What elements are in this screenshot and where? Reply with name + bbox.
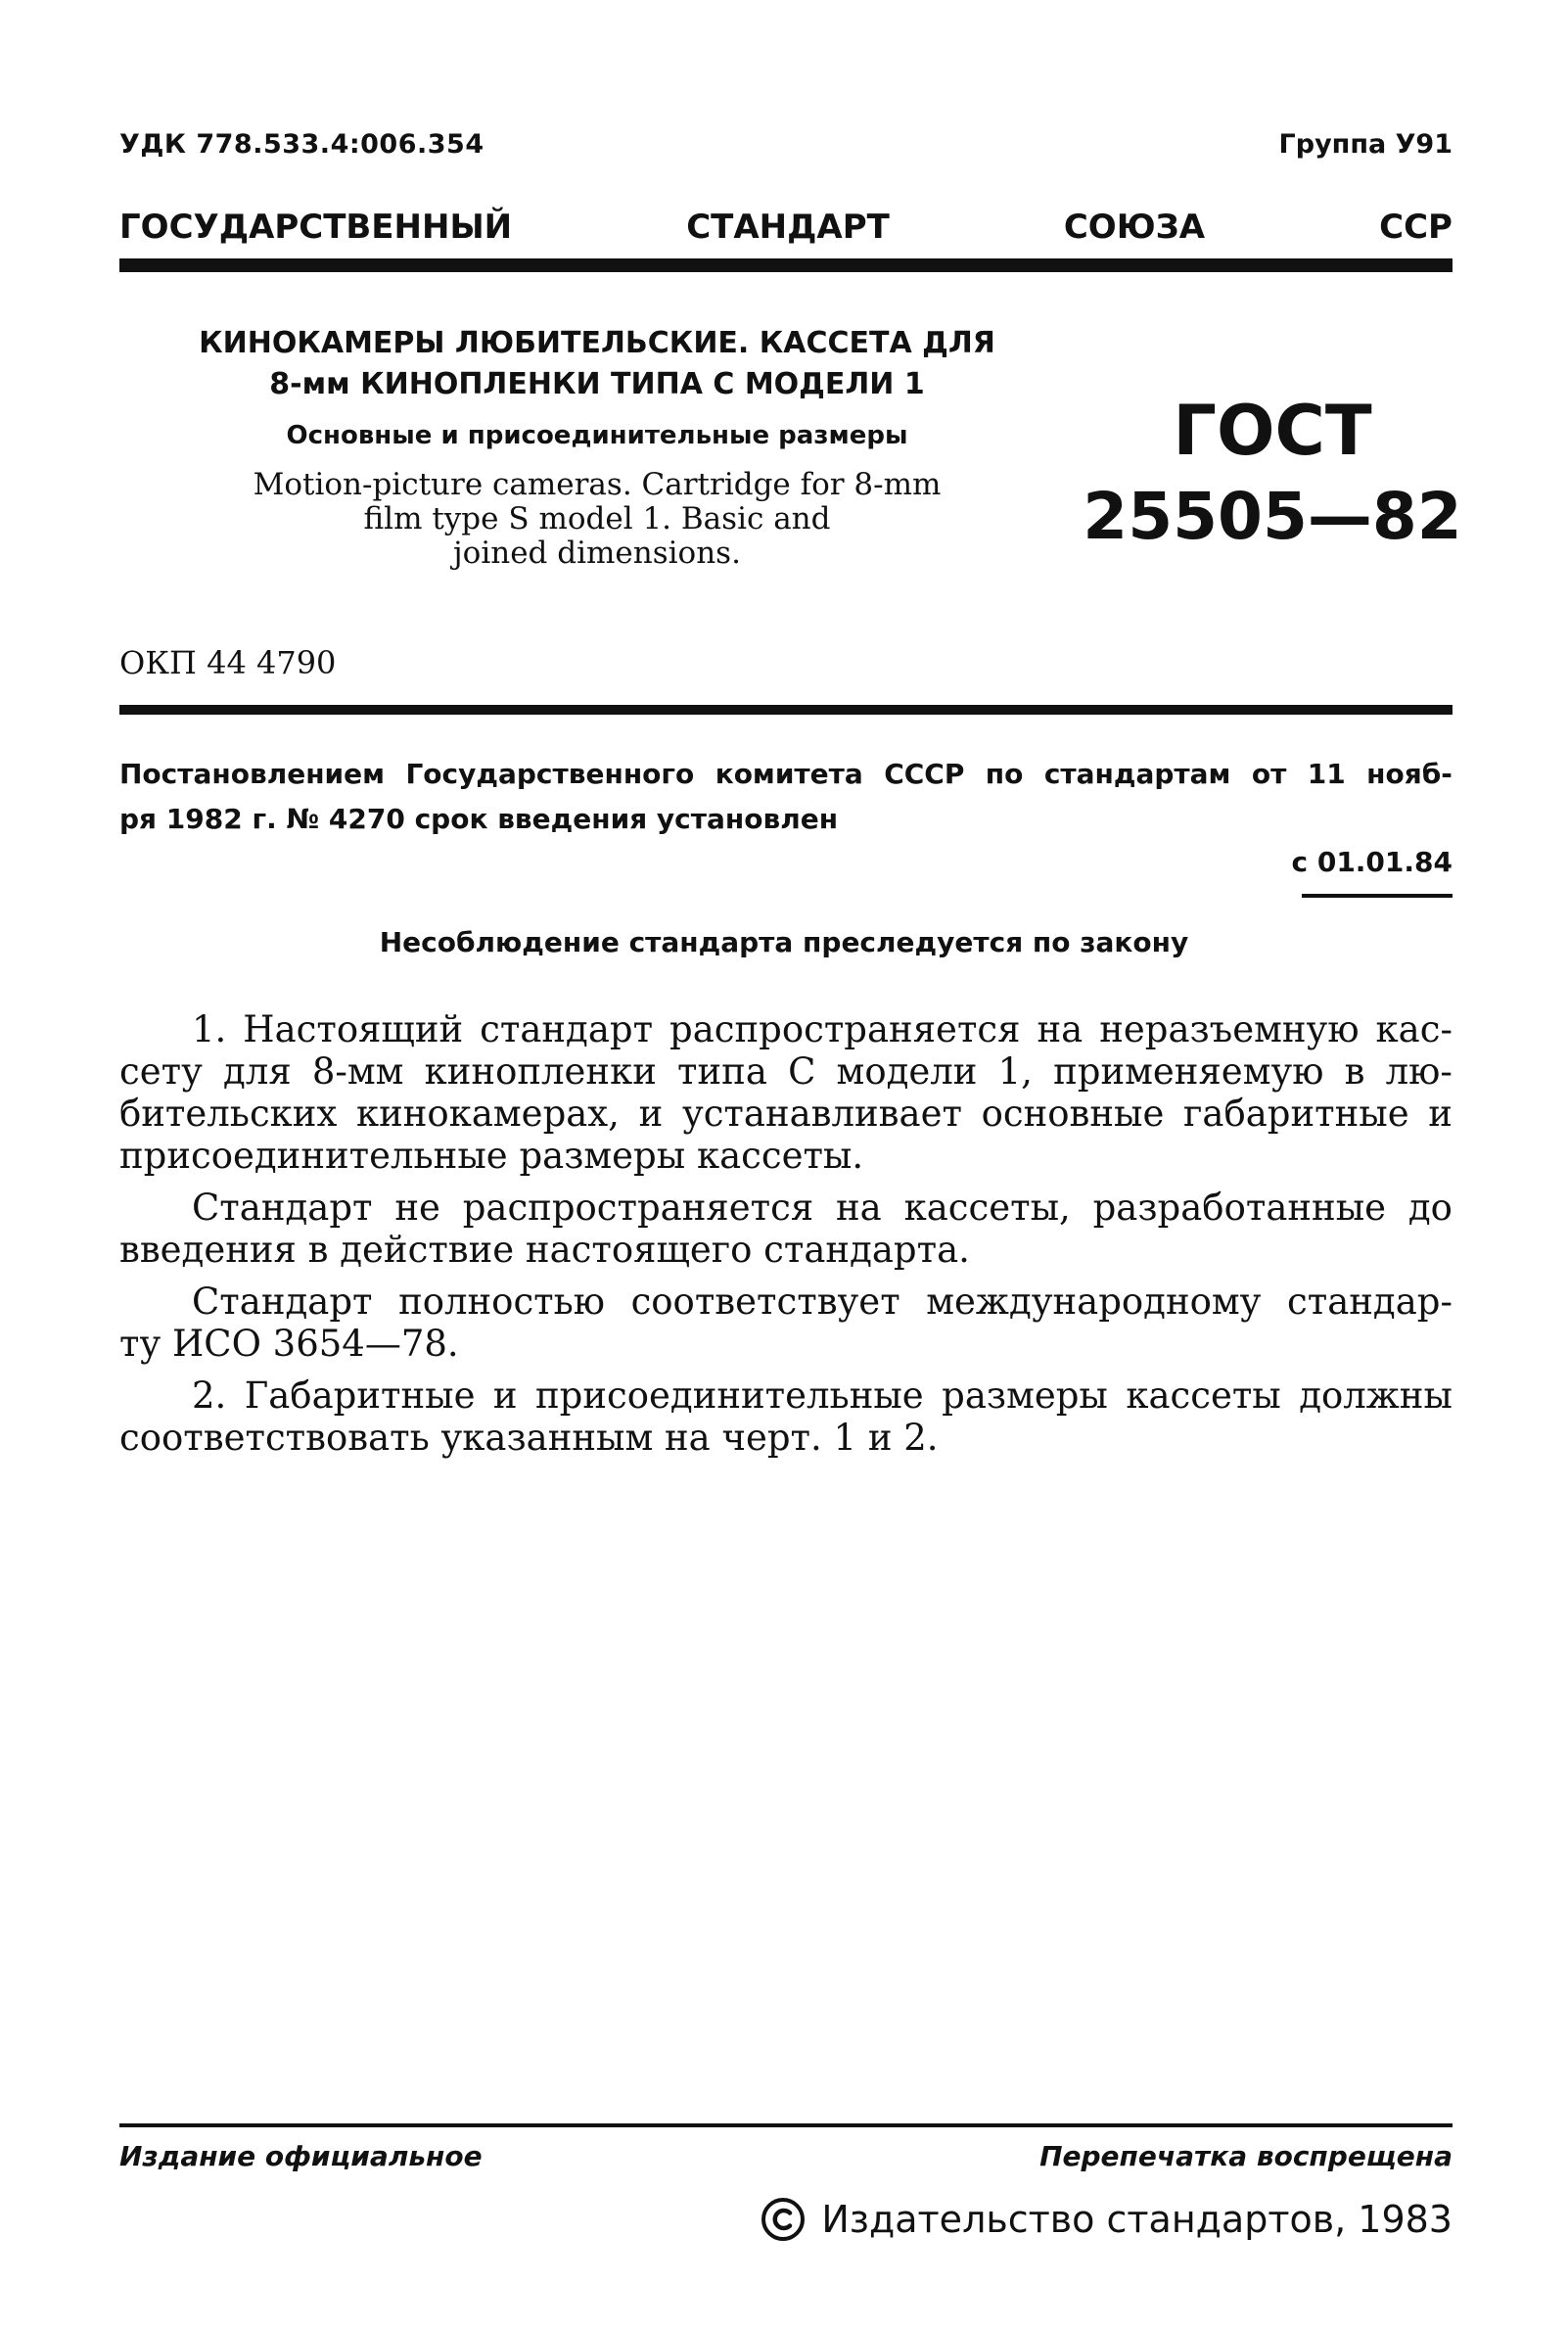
word: модели	[836, 1050, 978, 1093]
word: устанавливает	[681, 1093, 962, 1135]
word: стандарт	[480, 1008, 654, 1050]
state-standard-heading	[119, 208, 1453, 251]
word: основные	[981, 1093, 1165, 1135]
word: до	[1407, 1187, 1453, 1229]
word: С	[788, 1050, 816, 1093]
word: сету	[119, 1050, 203, 1093]
decree-word: стандартам	[1043, 758, 1231, 790]
word: не	[394, 1187, 440, 1229]
word: должны	[1299, 1374, 1453, 1417]
udk-code: УДК 778.533.4:006.354	[119, 129, 484, 160]
word: на	[1037, 1008, 1084, 1050]
title-ru-line: КИНОКАМЕРЫ ЛЮБИТЕЛЬСКИЕ. КАССЕТА ДЛЯ	[199, 326, 995, 360]
gost-number: 25505—82	[1083, 479, 1462, 554]
word: 1,	[997, 1050, 1033, 1093]
word: присоединительные	[535, 1374, 924, 1417]
word: распространяется	[669, 1008, 1021, 1050]
word: и	[638, 1093, 664, 1135]
word: на	[836, 1187, 882, 1229]
word: 1.	[192, 1008, 227, 1050]
state-standard-word: ГОСУДАРСТВЕННЫЙ	[119, 208, 513, 247]
decree-word: Государственного	[405, 758, 695, 790]
decree-line	[119, 752, 1453, 797]
footer-divider	[119, 2123, 1453, 2127]
text-line	[119, 1417, 1453, 1459]
decree-word: по	[985, 758, 1024, 790]
section-divider	[119, 705, 1453, 715]
subtitle-ru: Основные и присоединительные размеры	[286, 421, 908, 450]
word: распространяется	[462, 1187, 814, 1229]
decree-word: комитета	[715, 758, 863, 790]
word: бительских	[119, 1093, 338, 1135]
word: разработанные	[1092, 1187, 1387, 1229]
gost-designation	[1077, 390, 1468, 558]
effective-date: с 01.01.84	[1291, 846, 1453, 878]
paragraph-2	[119, 1187, 1453, 1271]
text-line	[119, 1135, 1453, 1177]
word: применяемую	[1053, 1050, 1324, 1093]
word: лю-	[1385, 1050, 1453, 1093]
word: введения в действие настоящего стандарта.	[119, 1229, 970, 1271]
gost-label: ГОСТ	[1173, 391, 1372, 471]
word: кассеты	[1126, 1374, 1281, 1417]
word: присоединительные размеры кассеты.	[119, 1135, 864, 1177]
official-edition-label: Издание официальное	[119, 2140, 483, 2172]
decree-text	[119, 752, 1453, 842]
word: в	[1344, 1050, 1365, 1093]
word: 8-мм	[311, 1050, 404, 1093]
state-standard-word: СТАНДАРТ	[686, 208, 890, 247]
title-en-line: joined dimensions.	[453, 536, 741, 571]
word: международному	[926, 1281, 1262, 1323]
word: типа	[677, 1050, 767, 1093]
word: размеры	[942, 1374, 1108, 1417]
law-notice: Несоблюдение стандарта преследуется по закону	[379, 926, 1189, 958]
word: полностью	[398, 1281, 605, 1323]
group-code: Группа У91	[1278, 129, 1453, 160]
text-line	[119, 1229, 1453, 1271]
word: Настоящий	[243, 1008, 464, 1050]
word: и	[1428, 1093, 1453, 1135]
word: Габаритные	[244, 1374, 476, 1417]
copyright-line	[761, 2197, 1453, 2242]
text-line	[119, 1050, 1453, 1093]
word: 2.	[192, 1374, 227, 1417]
state-standard-word: ССР	[1379, 208, 1453, 247]
state-standard-word: СОЮЗА	[1063, 208, 1206, 247]
decree-word: нояб-	[1366, 758, 1453, 790]
word: неразъемную	[1099, 1008, 1360, 1050]
word: Стандарт	[192, 1187, 373, 1229]
word: для	[223, 1050, 292, 1093]
word: кассеты,	[903, 1187, 1071, 1229]
word: и	[492, 1374, 518, 1417]
text-line	[119, 1323, 1453, 1365]
text-line	[119, 1187, 1453, 1229]
title-ru-line: 8-мм КИНОПЛЕНКИ ТИПА С МОДЕЛИ 1	[269, 367, 925, 401]
decree-word: 11	[1307, 758, 1346, 790]
text-line	[119, 1093, 1453, 1135]
paragraph-3	[119, 1281, 1453, 1365]
title-block	[186, 323, 1008, 571]
text-line	[119, 1281, 1453, 1323]
paragraph-4	[119, 1374, 1453, 1459]
decree-word: Постановлением	[119, 758, 386, 790]
decree-word: от	[1251, 758, 1287, 790]
reprint-prohibited-label: Перепечатка воспрещена	[1039, 2140, 1453, 2172]
text-line	[119, 1374, 1453, 1417]
text-line	[119, 1008, 1453, 1050]
word: кинопленки	[424, 1050, 657, 1093]
title-ru	[186, 323, 1008, 405]
header-divider	[119, 258, 1453, 272]
copyright-text: Издательство стандартов, 1983	[821, 2198, 1453, 2241]
word: соответствовать указанным на черт. 1 и 2.	[119, 1417, 939, 1459]
title-en-line: Motion-picture cameras. Cartridge for 8-mm	[253, 467, 942, 502]
okp-code: ОКП 44 4790	[119, 644, 337, 681]
copyright-icon	[761, 2197, 806, 2242]
paragraph-1	[119, 1008, 1453, 1177]
word: Стандарт	[192, 1281, 373, 1323]
word: соответствует	[630, 1281, 900, 1323]
effective-date-underline	[1302, 894, 1453, 898]
word: кас-	[1375, 1008, 1453, 1050]
decree-word: СССР	[884, 758, 965, 790]
word: габаритные	[1183, 1093, 1409, 1135]
title-en-line: film type S model 1. Basic and	[363, 501, 831, 536]
word: ту ИСО 3654—78.	[119, 1323, 459, 1365]
word: стандар-	[1287, 1281, 1453, 1323]
body-text	[119, 1008, 1453, 1468]
title-en	[186, 468, 1008, 571]
word: кинокамерах,	[355, 1093, 620, 1135]
decree-line: ря 1982 г. № 4270 срок введения установлен	[119, 803, 839, 835]
